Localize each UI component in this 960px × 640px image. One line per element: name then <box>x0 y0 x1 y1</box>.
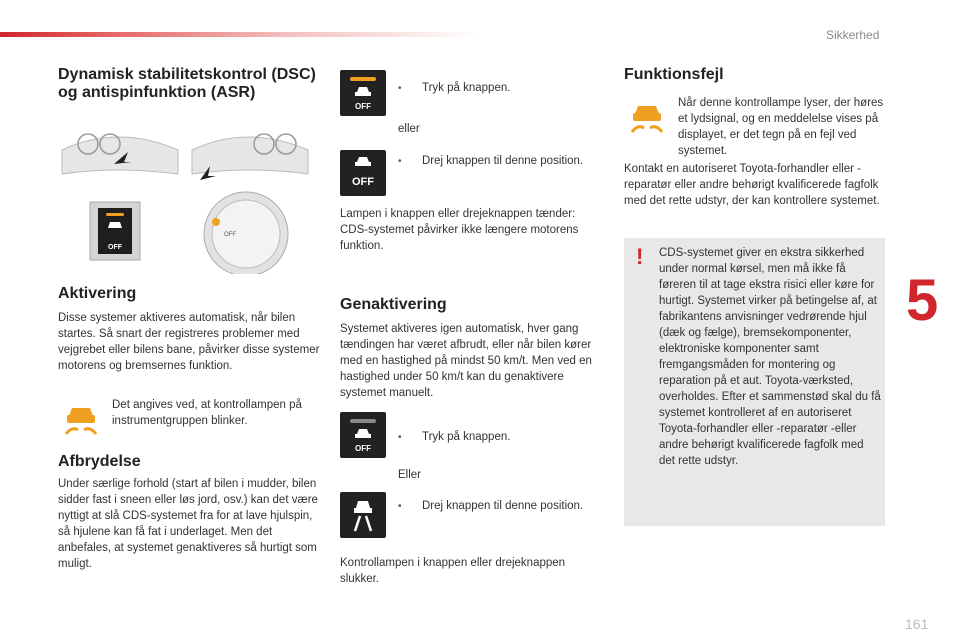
svg-text:OFF: OFF <box>224 232 236 238</box>
warning-icon: ! <box>636 244 644 269</box>
malfunction-contact-text: Kontakt en autoriseret Toyota-forhandler eller -reparatør eller andre behørigt kvalificerede fagfolk med det rette udstyr, der kan kontrollere systemet. <box>624 163 880 207</box>
skid-car-icon <box>354 428 372 442</box>
header-accent-bar <box>0 32 480 37</box>
dashboard-illustration <box>58 122 316 274</box>
lamp-on-text: Lampen i knappen eller drejeknappen tænder: CDS-systemet påvirker ikke længere motorens funktion. <box>340 208 579 252</box>
activation-text: Disse systemer aktiveres automatisk, når bilen startes. Så snart der registreres problemer med vejgrebet eller bilens bane, påvirker disse systemer motorens og bremsernes funktion. <box>58 312 320 372</box>
reactivation-heading: Genaktivering <box>340 296 447 313</box>
stability-warning-icon <box>628 100 666 136</box>
stability-warning-icon <box>62 402 100 438</box>
page-number: 161 <box>905 616 929 632</box>
svg-text:OFF: OFF <box>108 244 122 251</box>
off-label: OFF <box>355 102 371 111</box>
step-turn-knob: • Drej knappen til denne position. <box>398 155 584 167</box>
dsc-button-icon <box>340 412 386 458</box>
step-press-button: • Tryk på knappen. <box>398 82 511 94</box>
reactivation-text: Systemet aktiveres igen automatisk, hver gang tændingen har været afbrudt, eller når bilen kører med en hastighed på mindst 50 km/t. Men ved en hastighed under 50 km/t kan du genaktivere systemet manuelt. <box>340 323 592 399</box>
activation-note: Det angives ved, at kontrollampen på instrumentgruppen blinker. <box>112 399 302 427</box>
reactivation-or-separator: Eller <box>398 469 422 481</box>
page-title: Dynamisk stabilitetskontrol (DSC) og antispinfunktion (ASR) <box>58 66 316 101</box>
disconnect-heading: Afbrydelse <box>58 453 141 470</box>
or-separator: eller <box>398 123 420 135</box>
activation-heading: Aktivering <box>58 285 137 302</box>
dsc-off-knob-position-icon <box>340 150 386 196</box>
warning-text: CDS-systemet giver en ekstra sikkerhed under normal kørsel, men må ikke få føreren til at tage ekstra risici eller køre for hurtigt. Systemet virker på betingelse af, at fabrikantens anvisninger vedrørende hjul (dæk og fælge), bremsekomponenter, elektroniske komponenter samt fremgangsmåden for montering og reparation på et aut. Toyota-værksted, overholdes. Efter et sammenstød skal du få systemet kontrolleret af en autoriseret Toyota-forhandler eller -reparatør -eller andre behørigt kvalificerede fagfolk med det rette udstyr. <box>659 247 881 467</box>
dashboard-right-view <box>192 134 308 180</box>
dsc-on-knob-position-icon <box>340 492 386 538</box>
section-name: Sikkerhed <box>826 28 880 42</box>
chapter-number: 5 <box>906 268 939 333</box>
off-label: OFF <box>352 176 374 188</box>
off-label: OFF <box>355 444 371 453</box>
dsc-rotary-knob-illustration <box>204 192 288 274</box>
malfunction-lamp-text: Når denne kontrollampe lyser, der høres et lydsignal, og en meddelelse vises på displayet, er det tegn på en fejl ved systemet. <box>678 97 884 157</box>
lamp-off-text: Kontrollampen i knappen eller drejeknappen slukker. <box>340 557 566 585</box>
dsc-button-illustration <box>90 202 140 260</box>
skid-car-icon <box>349 498 377 532</box>
malfunction-heading: Funktionsfejl <box>624 66 724 83</box>
skid-car-icon <box>354 86 372 100</box>
reactivation-step-press: • Tryk på knappen. <box>398 431 511 443</box>
dashboard-left-view <box>62 134 178 174</box>
skid-car-icon <box>354 156 372 170</box>
disconnect-text: Under særlige forhold (start af bilen i mudder, bilen sidder fast i sneen eller løs jord, osv.) kan det være nyttigt at slå CDS-systemet fra for at lave hjulspin, så hjulene kan få fat i underlaget. Men det anbefales, at systemet genaktiveres så hurtigt som muligt. <box>58 478 318 570</box>
dsc-off-button-icon <box>340 70 386 116</box>
reactivation-step-turn: • Drej knappen til denne position. <box>398 500 584 512</box>
warning-box <box>624 238 885 526</box>
